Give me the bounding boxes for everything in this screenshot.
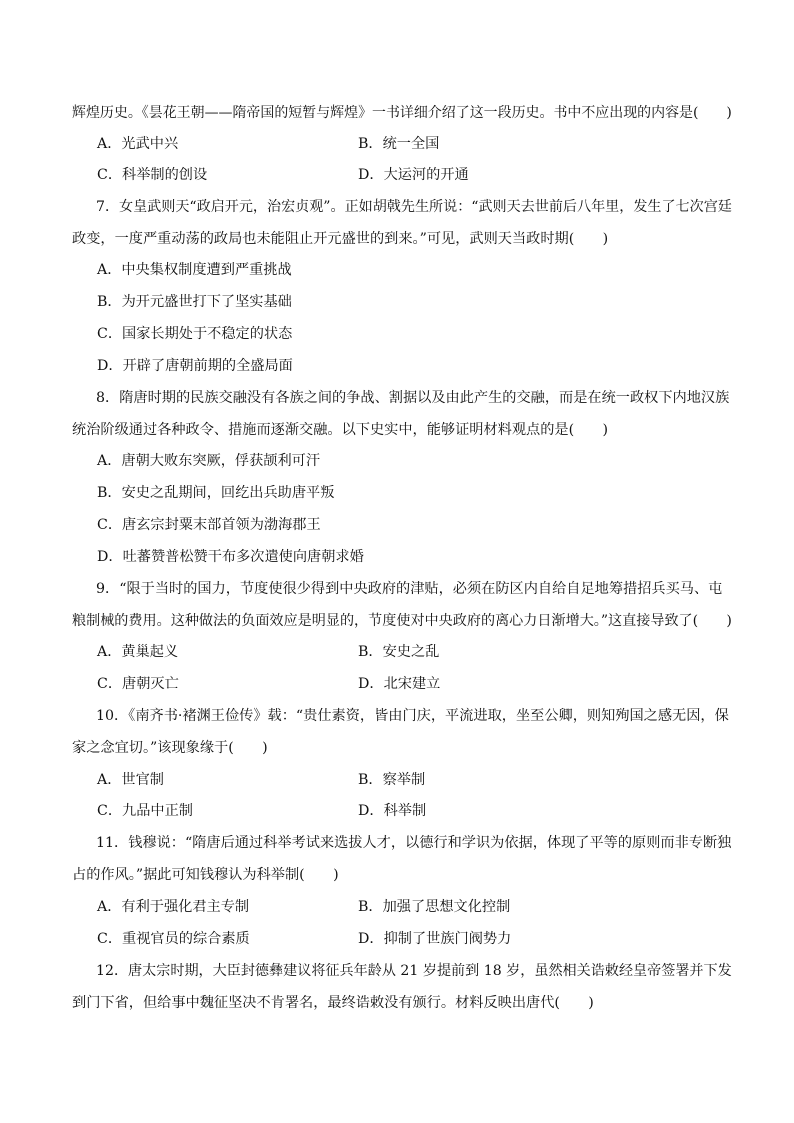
q7-option-d: D．开辟了唐朝前期的全盛局面 [97, 358, 293, 374]
q8-option-a: A．唐朝大败东突厥，俘获颉利可汗 [97, 453, 321, 469]
q8-option-d: D．吐蕃赞普松赞干布多次遣使向唐朝求婚 [97, 549, 364, 565]
q11-option-c: C．重视官员的综合素质 [97, 931, 250, 947]
q9-option-d: D．北宋建立 [358, 676, 441, 692]
q9-option-a: A．黄巢起义 [97, 644, 179, 660]
q10-option-d: D．科举制 [358, 803, 427, 819]
q9-stem-line-1: 9．“限于当时的国力，节度使很少得到中央政府的津贴，必须在防区内自给自足地筹措招兵买马、屯 [96, 581, 723, 597]
q6-option-d: D．大运河的开通 [358, 167, 469, 183]
q10-stem-line-2: 家之念宜切。”该现象缘于( ) [72, 740, 268, 756]
q11-option-d: D．抑制了世族门阀势力 [358, 931, 512, 947]
q7-option-c: C．国家长期处于不稳定的状态 [97, 326, 293, 342]
q8-option-c: C．唐玄宗封粟末部首领为渤海郡王 [97, 517, 321, 533]
q7-option-b: B．为开元盛世打下了坚实基础 [97, 294, 292, 310]
q12-stem-line-2: 到门下省，但给事中魏征坚决不肯署名，最终诰敕没有颁行。材料反映出唐代( ) [72, 995, 594, 1011]
q8-stem-line-1: 8．隋唐时期的民族交融没有各族之间的争战、割据以及由此产生的交融，而是在统一政权下内地汉族 [96, 390, 730, 406]
q11-stem-line-2: 占的作风。”据此可知钱穆认为科举制( ) [72, 867, 339, 883]
q6-option-c: C．科举制的创设 [97, 167, 208, 183]
q7-stem-line-1: 7．女皇武则天“政启开元，治宏贞观”。正如胡戟先生所说：“武则天去世前后八年里，发生了七次宫廷 [96, 199, 732, 215]
q7-stem-line-2: 政变，一度严重动荡的政局也未能阻止开元盛世的到来。”可见，武则天当政时期( ) [72, 231, 609, 247]
q6-option-b: B．统一全国 [358, 136, 440, 152]
q10-option-a: A．世官制 [97, 772, 164, 788]
q9-option-b: B．安史之乱 [358, 644, 440, 660]
q10-option-b: B．察举制 [358, 772, 426, 788]
q11-stem-line-1: 11．钱穆说：“隋唐后通过科举考试来选拔人才，以德行和学识为依据，体现了平等的原则而非专断独 [96, 835, 732, 851]
q12-stem-line-1: 12．唐太宗时期，大臣封德彝建议将征兵年龄从 21 岁提前到 18 岁，虽然相关诰敕经皇帝签署并下发 [96, 963, 732, 979]
q9-stem-line-2: 粮制械的费用。这种做法的负面效应是明显的，节度使对中央政府的离心力日渐增大。”这直接导致了( ) [72, 613, 732, 629]
q6-option-a: A．光武中兴 [97, 136, 179, 152]
q8-stem-line-2: 统治阶级通过各种政令、措施而逐渐交融。以下史实中，能够证明材料观点的是( ) [72, 422, 609, 438]
q10-stem-line-1: 10．《南齐书·褚渊王俭传》载：“贵仕素资，皆由门庆，平流进取，坐至公卿，则知殉国之感无因，保 [96, 708, 729, 724]
q6-stem-line: 辉煌历史。《昙花王朝——隋帝国的短暂与辉煌》一书详细介绍了这一段历史。书中不应出现的内容是( ) [72, 105, 732, 121]
q8-option-b: B．安史之乱期间，回纥出兵助唐平叛 [97, 485, 335, 501]
q11-option-a: A．有利于强化君主专制 [97, 899, 250, 915]
q9-option-c: C．唐朝灭亡 [97, 676, 179, 692]
q7-option-a: A．中央集权制度遭到严重挑战 [97, 262, 292, 278]
q10-option-c: C．九品中正制 [97, 803, 193, 819]
q11-option-b: B．加强了思想文化控制 [358, 899, 511, 915]
